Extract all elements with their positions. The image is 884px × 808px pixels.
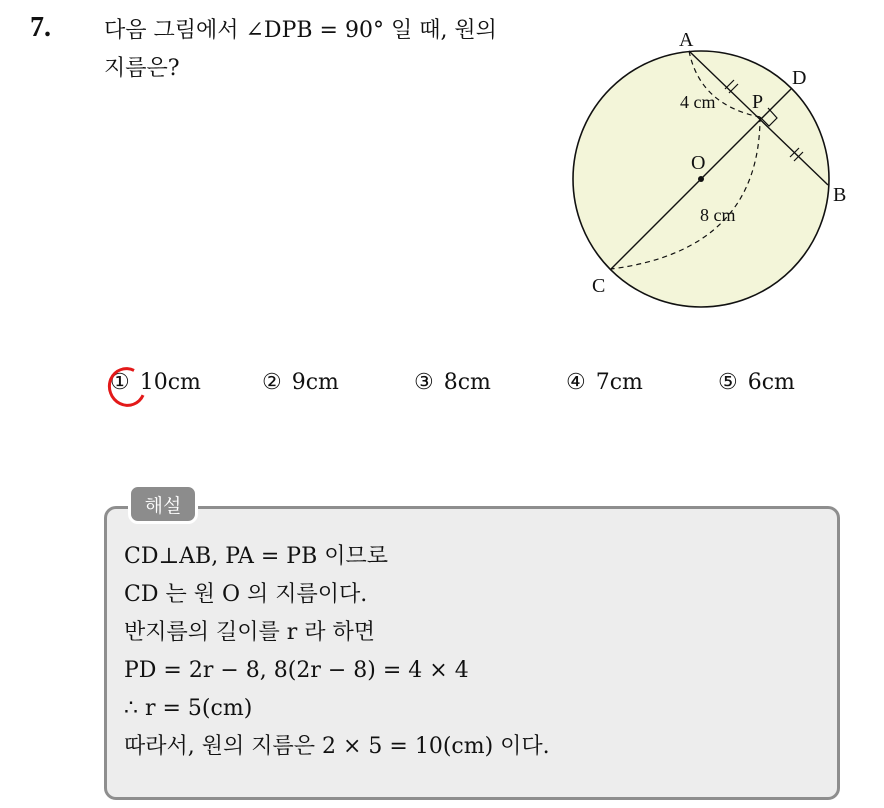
choice-1-number: ①	[110, 370, 130, 395]
choice-2-text: 9cm	[291, 370, 339, 395]
label-p: P	[752, 91, 764, 113]
label-pc-length: 8 cm	[700, 205, 736, 225]
solution-line-5: ∴ r = 5(cm)	[124, 696, 253, 721]
label-d: D	[792, 67, 807, 89]
solution-line-1: CD⊥AB, PA = PB 이므로	[124, 544, 389, 569]
solution-line-2: CD 는 원 O 의 지름이다.	[124, 582, 368, 607]
question-line-1: 다음 그림에서 ∠DPB = 90° 일 때, 원의	[104, 18, 497, 43]
choice-2-number: ②	[262, 370, 282, 395]
circle-figure	[560, 20, 860, 310]
question-number: 7.	[30, 12, 51, 43]
label-b: B	[833, 184, 847, 206]
question-line-2: 지름은?	[104, 56, 180, 81]
choice-5-text: 6cm	[747, 370, 795, 395]
answer-choices	[102, 366, 862, 406]
label-pa-length: 4 cm	[680, 92, 716, 112]
choice-4-number: ④	[566, 370, 586, 395]
choice-3-number: ③	[414, 370, 434, 395]
choice-5-number: ⑤	[718, 370, 738, 395]
choice-4-text: 7cm	[595, 370, 643, 395]
choice-3-text: 8cm	[443, 370, 491, 395]
choice-1-text: 10cm	[139, 370, 201, 395]
label-a: A	[679, 29, 694, 51]
solution-line-4: PD = 2r − 8, 8(2r − 8) = 4 × 4	[124, 658, 469, 683]
choice-2[interactable]	[262, 370, 339, 395]
question-text	[104, 12, 564, 88]
solution-tag: 해설	[128, 484, 198, 524]
center-point-o	[698, 176, 704, 182]
solution-text	[124, 538, 550, 766]
label-o: O	[691, 152, 706, 174]
label-c: C	[592, 275, 606, 297]
solution-line-6: 따라서, 원의 지름은 2 × 5 = 10(cm) 이다.	[124, 734, 550, 759]
choice-4[interactable]	[566, 370, 643, 395]
choice-1[interactable]	[110, 370, 201, 395]
solution-line-3: 반지름의 길이를 r 라 하면	[124, 620, 376, 645]
choice-5[interactable]	[718, 370, 795, 395]
choice-3[interactable]	[414, 370, 491, 395]
